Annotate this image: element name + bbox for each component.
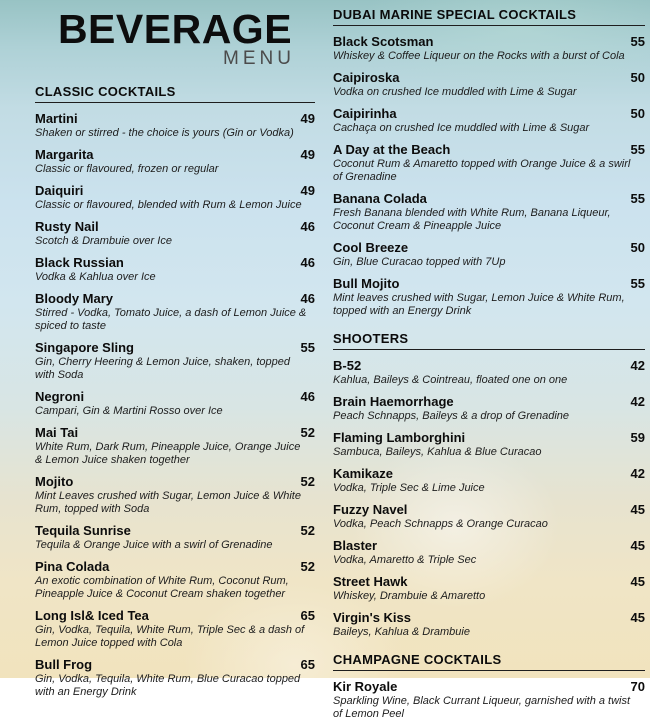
- item-price: 52: [300, 425, 315, 441]
- menu-item-row: [35, 341, 315, 355]
- item-name: Virgin's Kiss: [333, 610, 411, 625]
- menu-item-row: [35, 184, 315, 198]
- item-description: Shaken or stirred - the choice is yours (Gin or Vodka): [35, 127, 294, 140]
- menu-item-row: [333, 395, 645, 409]
- item-description: An exotic combination of White Rum, Coconut Rum, Pineapple Juice & Coconut Cream shaken together: [35, 575, 289, 601]
- menu-item: [35, 390, 315, 418]
- item-description: Gin, Vodka, Tequila, White Rum, Blue Curacao topped with an Energy Drink: [35, 673, 301, 699]
- item-price: 42: [630, 358, 645, 373]
- section-header: SHOOTERS: [333, 331, 645, 350]
- menu-item: [35, 220, 315, 248]
- item-description: Cachaça on crushed Ice muddled with Lime & Sugar: [333, 122, 590, 134]
- item-price: 52: [300, 559, 315, 575]
- section-champagne-cocktails: [333, 652, 645, 721]
- item-description: Classic or flavoured, blended with Rum & Lemon Juice: [35, 199, 302, 212]
- menu-item-row: [333, 241, 645, 255]
- section-classic-cocktails: [35, 84, 315, 699]
- item-name: Street Hawk: [333, 574, 408, 589]
- item-name: Black Scotsman: [333, 34, 434, 49]
- menu-item: [333, 35, 645, 63]
- item-price: 52: [300, 523, 315, 539]
- menu-item-row: [333, 575, 645, 589]
- item-description: Mint leaves crushed with Sugar, Lemon Juice & White Rum, topped with an Energy Drink: [333, 292, 625, 317]
- menu-item-row: [35, 658, 315, 672]
- item-description: Peach Schnapps, Baileys & a drop of Grenadine: [333, 410, 570, 422]
- item-description: White Rum, Dark Rum, Pineapple Juice, Orange Juice & Lemon Juice shaken together: [35, 441, 301, 467]
- menu-item-row: [333, 277, 645, 291]
- item-price: 70: [630, 679, 645, 694]
- menu-subtitle: MENU: [223, 48, 295, 70]
- item-description: Classic or flavoured, frozen or regular: [35, 163, 219, 176]
- item-name: Black Russian: [35, 255, 124, 271]
- item-description: Mint Leaves crushed with Sugar, Lemon Juice & White Rum, topped with Soda: [35, 490, 301, 516]
- menu-item-row: [333, 503, 645, 517]
- menu-item: [35, 341, 315, 382]
- menu-item: [333, 359, 645, 387]
- menu-item-row: [333, 431, 645, 445]
- item-description: Vodka, Peach Schnapps & Orange Curacao: [333, 518, 548, 530]
- item-name: Singapore Sling: [35, 340, 134, 356]
- item-name: Martini: [35, 111, 78, 127]
- menu-item-row: [333, 611, 645, 625]
- item-description: Kahlua, Baileys & Cointreau, floated one on one: [333, 374, 568, 386]
- menu-item-row: [333, 71, 645, 85]
- menu-item: [35, 609, 315, 650]
- item-name: Rusty Nail: [35, 219, 99, 235]
- menu-item: [35, 560, 315, 601]
- menu-item: [333, 395, 645, 423]
- item-price: 49: [300, 147, 315, 163]
- menu-item: [333, 539, 645, 567]
- item-name: Mojito: [35, 474, 74, 490]
- item-price: 55: [630, 276, 645, 291]
- item-description: Vodka & Kahlua over Ice: [35, 271, 156, 284]
- menu-item-row: [35, 426, 315, 440]
- item-description: Whiskey & Coffee Liqueur on the Rocks with a burst of Cola: [333, 50, 625, 62]
- item-description: Scotch & Drambuie over Ice: [35, 235, 172, 248]
- item-price: 55: [630, 142, 645, 157]
- item-name: Kamikaze: [333, 466, 393, 481]
- menu-item: [35, 148, 315, 176]
- item-price: 65: [300, 657, 315, 673]
- item-price: 50: [630, 106, 645, 121]
- item-price: 45: [630, 538, 645, 553]
- section-header: CHAMPAGNE COCKTAILS: [333, 652, 645, 671]
- menu-title: BEVERAGE: [57, 6, 293, 52]
- item-price: 45: [630, 610, 645, 625]
- item-price: 45: [630, 574, 645, 589]
- section-header: DUBAI MARINE SPECIAL COCKTAILS: [333, 7, 645, 26]
- menu-item: [333, 503, 645, 531]
- menu-item: [333, 611, 645, 639]
- item-price: 50: [630, 70, 645, 85]
- menu-item: [35, 256, 315, 284]
- menu-item-row: [333, 467, 645, 481]
- menu-item: [333, 71, 645, 99]
- menu-item-row: [35, 220, 315, 234]
- item-price: 59: [630, 430, 645, 445]
- item-price: 65: [300, 608, 315, 624]
- item-price: 42: [630, 394, 645, 409]
- item-name: Brain Haemorrhage: [333, 394, 454, 409]
- menu-item: [333, 241, 645, 269]
- menu-item-row: [35, 256, 315, 270]
- item-name: Cool Breeze: [333, 240, 409, 255]
- item-price: 42: [630, 466, 645, 481]
- item-price: 55: [300, 340, 315, 356]
- item-price: 55: [630, 191, 645, 206]
- menu-item: [333, 192, 645, 233]
- menu-item-row: [35, 112, 315, 126]
- menu-item: [35, 524, 315, 552]
- menu-item: [333, 107, 645, 135]
- menu-item-row: [333, 35, 645, 49]
- item-name: Long Isl& Iced Tea: [35, 608, 149, 624]
- section-header: CLASSIC COCKTAILS: [35, 84, 315, 103]
- item-description: Gin, Cherry Heering & Lemon Juice, shaken, topped with Soda: [35, 356, 290, 382]
- menu-item-row: [35, 292, 315, 306]
- item-price: 46: [300, 219, 315, 235]
- item-description: Gin, Blue Curacao topped with 7Up: [333, 256, 506, 268]
- item-price: 45: [630, 502, 645, 517]
- item-description: Gin, Vodka, Tequila, White Rum, Triple Sec & a dash of Lemon Juice topped with Cola: [35, 624, 305, 650]
- item-name: Banana Colada: [333, 191, 427, 206]
- menu-item-row: [35, 475, 315, 489]
- item-name: Kir Royale: [333, 679, 398, 694]
- menu-item-row: [333, 539, 645, 553]
- item-name: Daiquiri: [35, 183, 84, 199]
- item-name: Caipirinha: [333, 106, 397, 121]
- item-name: Margarita: [35, 147, 94, 163]
- item-price: 49: [300, 111, 315, 127]
- item-name: Flaming Lamborghini: [333, 430, 466, 445]
- item-price: 46: [300, 389, 315, 405]
- item-price: 49: [300, 183, 315, 199]
- item-description: Stirred - Vodka, Tomato Juice, a dash of Lemon Juice & spiced to taste: [35, 307, 307, 333]
- menu-item: [333, 143, 645, 184]
- item-description: Sambuca, Baileys, Kahlua & Blue Curacao: [333, 446, 542, 458]
- item-name: Bull Mojito: [333, 276, 400, 291]
- item-description: Vodka on crushed Ice muddled with Lime & Sugar: [333, 86, 577, 98]
- menu-item-row: [333, 192, 645, 206]
- item-name: Pina Colada: [35, 559, 110, 575]
- item-description: Sparkling Wine, Black Currant Liqueur, garnished with a twist of Lemon Peel: [333, 695, 631, 720]
- menu-item: [333, 680, 645, 721]
- menu-item: [333, 575, 645, 603]
- menu-item: [35, 658, 315, 699]
- section-dubai-marine-special-cocktails: [333, 7, 645, 318]
- item-price: 55: [630, 34, 645, 49]
- menu-item: [333, 431, 645, 459]
- item-description: Coconut Rum & Amaretto topped with Orange Juice & a swirl of Grenadine: [333, 158, 631, 183]
- menu-item: [35, 292, 315, 333]
- item-price: 50: [630, 240, 645, 255]
- section-shooters: [333, 331, 645, 639]
- item-name: Fuzzy Navel: [333, 502, 408, 517]
- item-description: Campari, Gin & Martini Rosso over Ice: [35, 405, 223, 418]
- menu-item-row: [35, 524, 315, 538]
- item-name: Mai Tai: [35, 425, 79, 441]
- item-name: Caipiroska: [333, 70, 400, 85]
- item-name: Bloody Mary: [35, 291, 114, 307]
- item-name: A Day at the Beach: [333, 142, 451, 157]
- menu-item: [333, 277, 645, 318]
- item-description: Fresh Banana blended with White Rum, Banana Liqueur, Coconut Cream & Pineapple Juice: [333, 207, 611, 232]
- item-name: Negroni: [35, 389, 85, 405]
- item-name: B-52: [333, 358, 362, 373]
- item-description: Baileys, Kahlua & Drambuie: [333, 626, 470, 638]
- item-description: Vodka, Triple Sec & Lime Juice: [333, 482, 485, 494]
- menu-item-row: [35, 609, 315, 623]
- item-price: 46: [300, 291, 315, 307]
- menu-item-row: [35, 390, 315, 404]
- item-description: Whiskey, Drambuie & Amaretto: [333, 590, 486, 602]
- item-description: Tequila & Orange Juice with a swirl of Grenadine: [35, 539, 273, 552]
- menu-item-row: [333, 359, 645, 373]
- menu-item-row: [333, 680, 645, 694]
- menu-item-row: [333, 143, 645, 157]
- item-price: 46: [300, 255, 315, 271]
- menu-item: [333, 467, 645, 495]
- menu-column-left: [0, 0, 325, 699]
- item-name: Tequila Sunrise: [35, 523, 131, 539]
- menu-item-row: [333, 107, 645, 121]
- menu-column-right: [325, 0, 650, 720]
- menu-item-row: [35, 148, 315, 162]
- menu-item: [35, 426, 315, 467]
- item-description: Vodka, Amaretto & Triple Sec: [333, 554, 477, 566]
- menu-item: [35, 184, 315, 212]
- menu-item: [35, 475, 315, 516]
- item-price: 52: [300, 474, 315, 490]
- item-name: Bull Frog: [35, 657, 93, 673]
- item-name: Blaster: [333, 538, 378, 553]
- menu-item: [35, 112, 315, 140]
- menu-item-row: [35, 560, 315, 574]
